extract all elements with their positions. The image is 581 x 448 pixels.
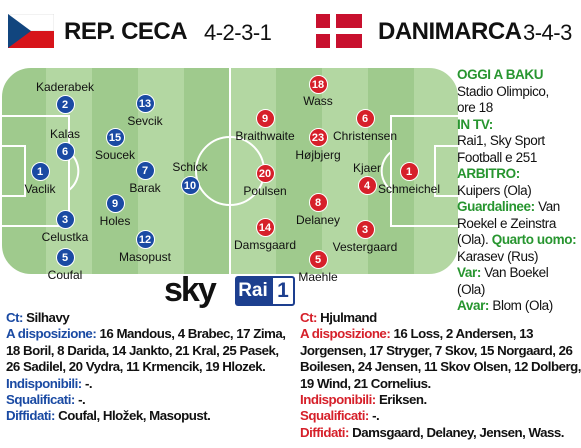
player-number: 4 — [358, 176, 377, 195]
player-name: Maehle — [298, 270, 338, 284]
player-number: 6 — [56, 142, 75, 161]
player-name: Kaderabek — [35, 80, 95, 94]
danish-flag-icon — [316, 14, 362, 48]
player-name: Masopust — [118, 250, 172, 264]
player-name: Coufal — [47, 268, 83, 282]
fourth-official-name: Karasev (Rus) — [457, 248, 539, 264]
player-name: Kalas — [49, 127, 81, 141]
player-name: Vestergaard — [332, 240, 398, 254]
linesmen-line: Roekel e Zeinstra — [457, 215, 556, 231]
var-line: Van Boekel — [484, 265, 549, 280]
player-name: Barak — [129, 181, 161, 195]
player-number: 6 — [356, 109, 375, 128]
player-number: 2 — [56, 95, 75, 114]
player-number: 3 — [56, 210, 75, 229]
player-number: 5 — [309, 250, 328, 269]
player-name: Sevcik — [127, 114, 163, 128]
tv-label: IN TV: — [457, 116, 493, 132]
var-line: (Ola) — [457, 281, 485, 297]
player-name: Kjaer — [352, 161, 382, 175]
home-formation: 4-2-3-1 — [204, 20, 272, 45]
warned-value: Coufal, Hložek, Masopust. — [58, 408, 211, 424]
player-name: Holes — [99, 214, 131, 228]
suspended-label: Squalificati: — [6, 392, 75, 408]
linesmen-line: (Ola). — [457, 232, 489, 247]
coach-name: Silhavy — [26, 310, 70, 325]
player-number: 10 — [181, 176, 200, 195]
player-number: 15 — [106, 128, 125, 147]
suspended-value: -. — [372, 408, 380, 424]
subs-line: 18 Boril, 8 Darida, 14 Jankto, 21 Kral, 25 Pasek, — [6, 342, 279, 358]
suspended-value: -. — [78, 392, 86, 408]
unavailable-value: -. — [84, 375, 93, 391]
player-name: Wass — [303, 94, 333, 108]
match-info — [457, 67, 581, 315]
subs-label: A disposizione: — [300, 326, 391, 342]
player-name: Damsgaard — [233, 238, 297, 252]
player-number: 7 — [136, 161, 155, 180]
warned-value: Damsgaard, Delaney, Jensen, Wass. — [352, 424, 564, 440]
subs-line: 16 Loss, 2 Andersen, 13 — [393, 326, 533, 342]
player-number: 13 — [136, 94, 155, 113]
home-team-name: REP. CECA — [64, 18, 188, 45]
rai-logo-text: Rai — [235, 276, 271, 306]
czech-flag-icon — [8, 14, 54, 48]
player-number: 12 — [136, 230, 155, 249]
subs-line: Boilesen, 24 Jensen, 11 Skov Olsen, 12 Dolberg, — [300, 359, 581, 375]
var-label: Var: — [457, 265, 481, 280]
player-number: 1 — [31, 162, 50, 181]
tv-line: Rai1, Sky Sport — [457, 133, 545, 148]
unavailable-label: Indisponibili: — [6, 375, 82, 391]
away-formation: 3-4-3 — [523, 20, 572, 45]
player-number: 9 — [256, 109, 275, 128]
player-number: 8 — [309, 193, 328, 212]
subs-label: A disposizione: — [6, 326, 97, 342]
player-name: Vaclik — [24, 182, 56, 196]
subs-line: 26 Sadilel, 20 Vydra, 11 Krmencik, 19 Hlozek. — [6, 359, 266, 375]
player-number: 9 — [106, 194, 125, 213]
player-name: Christensen — [332, 129, 398, 143]
fourth-official-label: Quarto uomo: — [491, 232, 577, 247]
home-notes — [6, 310, 290, 425]
warned-label: Diffidati: — [300, 424, 349, 440]
unavailable-label: Indisponibili: — [300, 392, 376, 408]
player-name: Celustka — [41, 230, 89, 244]
warned-label: Diffidati: — [6, 408, 55, 424]
player-number: 20 — [256, 164, 275, 183]
subs-line: 16 Mandous, 4 Brabec, 17 Zima, — [99, 326, 286, 342]
venue-line: ore 18 — [457, 100, 493, 115]
away-notes — [300, 310, 581, 441]
player-name: Poulsen — [243, 184, 287, 198]
venue-label: OGGI A BAKU — [457, 67, 544, 82]
suspended-label: Squalificati: — [300, 408, 369, 424]
rai1-logo — [235, 276, 297, 306]
coach-name: Hjulmand — [320, 310, 377, 325]
subs-line: Jorgensen, 17 Stryger, 7 Skov, 15 Norgaard, 26 — [300, 342, 573, 358]
player-number: 5 — [56, 248, 75, 267]
venue-line: Stadio Olimpico, — [457, 83, 549, 99]
sky-logo-text: sky — [164, 271, 215, 309]
coach-label: Ct: — [300, 310, 317, 325]
player-number: 3 — [356, 220, 375, 239]
player-name: Delaney — [295, 213, 341, 227]
tv-line: Football e 251 — [457, 149, 537, 165]
coach-label: Ct: — [6, 310, 23, 325]
referee-name: Kuipers (Ola) — [457, 182, 532, 198]
avar-name: Blom (Ola) — [492, 298, 553, 313]
player-name: Schick — [172, 160, 208, 174]
player-number: 18 — [309, 75, 328, 94]
player-name: Højbjerg — [295, 148, 341, 162]
subs-line: 19 Wind, 21 Cornelius. — [300, 375, 431, 391]
linesmen-line: Van — [538, 199, 560, 214]
player-name: Soucek — [94, 148, 136, 162]
referee-label: ARBITRO: — [457, 166, 520, 181]
player-number: 23 — [309, 128, 328, 147]
linesmen-label: Guardalinee: — [457, 199, 535, 214]
away-team-name: DANIMARCA — [378, 18, 522, 45]
sky-logo — [164, 272, 224, 308]
player-number: 1 — [400, 162, 419, 181]
player-name: Braithwaite — [235, 129, 295, 143]
player-number: 14 — [256, 218, 275, 237]
avar-label: Avar: — [457, 298, 490, 313]
unavailable-value: Eriksen. — [378, 392, 427, 408]
player-name: Schmeichel — [377, 182, 441, 196]
rai-channel-number: 1 — [271, 276, 295, 306]
